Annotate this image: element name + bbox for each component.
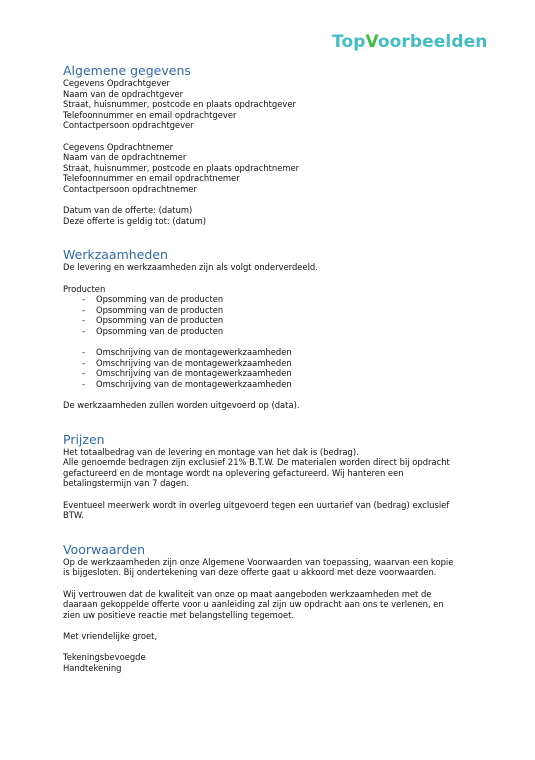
list-item: [82, 347, 483, 358]
list-item: [82, 305, 483, 316]
spacer: [63, 273, 483, 284]
dash-bullet: -: [82, 368, 86, 379]
installation-item-text: Omschrijving van de montagewerkzaamheden: [96, 347, 292, 358]
trust-paragraph: [63, 589, 483, 621]
dash-bullet: -: [82, 304, 86, 315]
spacer: [63, 389, 483, 400]
section-heading-prices: Prijzen: [63, 431, 105, 447]
brand-logo: [332, 32, 487, 52]
client-details: [63, 78, 483, 131]
prices-paragraph: [63, 447, 483, 489]
terms-line: Op de werkzaamheden zijn onze Algemene Voorwaarden van toepassing, waarvan een kopie: [63, 556, 454, 567]
installation-item-text: Omschrijving van de montagewerkzaamheden: [96, 357, 292, 368]
section-spacer: [63, 521, 483, 542]
contractor-line: Naam van de opdrachtnemer: [63, 152, 187, 163]
work-intro: De levering en werkzaamheden zijn als volgt onderverdeeld.: [63, 262, 318, 273]
greeting: Met vriendelijke groet,: [63, 630, 158, 641]
section-heading-general: Algemene gegevens: [63, 63, 191, 78]
contractor-line: Cegevens Opdrachtnemer: [63, 141, 174, 152]
signature-line: Handtekening: [63, 662, 122, 673]
products-list: [63, 294, 483, 336]
logo-part-top: Top: [332, 32, 366, 52]
offer-date-line: Datum van de offerte: (datum): [63, 205, 193, 216]
offer-valid-line: Deze offerte is geldig tot: (datum): [63, 215, 207, 226]
products-label: Producten: [63, 283, 106, 294]
spacer: [63, 489, 483, 500]
dash-bullet: -: [82, 294, 86, 305]
document-body: [63, 63, 483, 673]
prices-line: Het totaalbedrag van de levering en montage van het dak is (bedrag).: [63, 446, 359, 457]
list-item: [82, 315, 483, 326]
trust-line: zien uw positieve reactie met belangstelling tegemoet.: [63, 609, 295, 620]
list-item: [82, 368, 483, 379]
extra-work-line: Eventueel meerwerk wordt in overleg uitgevoerd tegen een uurtarief van (bedrag) exclusief: [63, 499, 450, 510]
client-line: Cegevens Opdrachtgever: [63, 78, 170, 88]
product-item-text: Opsomming van de producten: [96, 304, 224, 315]
signature-block: [63, 652, 483, 673]
client-line: Contactpersoon opdrachtgever: [63, 120, 194, 131]
spacer: [63, 195, 483, 206]
section-heading-work: Werkzaamheden: [63, 247, 168, 263]
client-line: Straat, huisnummer, postcode en plaats opdrachtgever: [63, 99, 296, 110]
client-line: Telefoonnummer en email opdrachtgever: [63, 109, 237, 120]
list-item: [82, 294, 483, 305]
prices-line: Alle genoemde bedragen zijn exclusief 21% B.T.W. De materialen worden direct bij opdracht: [63, 457, 450, 468]
terms-line: is bijgesloten. Bij ondertekening van deze offerte gaat u akkoord met deze voorwaarden.: [63, 567, 437, 578]
dash-bullet: -: [82, 357, 86, 368]
product-item-text: Opsomming van de producten: [96, 315, 224, 326]
contractor-line: Straat, huisnummer, postcode en plaats opdrachtnemer: [63, 162, 300, 173]
contractor-details: [63, 142, 483, 195]
offer-dates: [63, 205, 483, 226]
logo-v-mark: V: [365, 32, 378, 52]
spacer: [63, 578, 483, 589]
spacer: [63, 620, 483, 631]
dash-bullet: -: [82, 315, 86, 326]
client-line: Naam van de opdrachtgever: [63, 88, 184, 99]
terms-paragraph: [63, 557, 483, 578]
logo-part-voorbeelden: oorbeelden: [377, 32, 488, 52]
section-heading-terms: Voorwaarden: [63, 541, 146, 557]
product-item-text: Opsomming van de producten: [96, 294, 224, 305]
prices-line: betalingstermijn van 7 dagen.: [63, 478, 189, 489]
dash-bullet: -: [82, 347, 86, 358]
contractor-line: Contactpersoon opdrachtnemer: [63, 183, 197, 194]
trust-line: Wij vertrouwen dat de kwaliteit van onze op maat aangeboden werkzaamheden met de: [63, 588, 432, 599]
dash-bullet: -: [82, 378, 86, 389]
installation-item-text: Omschrijving van de montagewerkzaamheden: [96, 378, 292, 389]
signature-line: Tekeningsbevoegde: [63, 652, 146, 663]
section-spacer: [63, 226, 483, 247]
contractor-line: Telefoonnummer en email opdrachtnemer: [63, 173, 240, 184]
installation-item-text: Omschrijving van de montagewerkzaamheden: [96, 368, 292, 379]
product-item-text: Opsomming van de producten: [96, 325, 224, 336]
list-item: [82, 326, 483, 337]
trust-line: daaraan gekoppelde offerte voor u aanleiding zal zijn uw opdracht aan ons te verlenen, en: [63, 599, 444, 610]
installation-list: [63, 347, 483, 389]
dash-bullet: -: [82, 325, 86, 336]
work-closing: De werkzaamheden zullen worden uitgevoerd op (data).: [63, 400, 300, 411]
extra-work-paragraph: [63, 500, 483, 521]
section-spacer: [63, 411, 483, 432]
spacer: [63, 642, 483, 653]
list-item: [82, 379, 483, 390]
spacer: [63, 131, 483, 142]
spacer: [63, 336, 483, 347]
prices-line: gefactureerd en de montage wordt na oplevering gefactureerd. Wij hanteren een: [63, 467, 404, 478]
extra-work-line: BTW.: [63, 510, 84, 521]
list-item: [82, 358, 483, 369]
